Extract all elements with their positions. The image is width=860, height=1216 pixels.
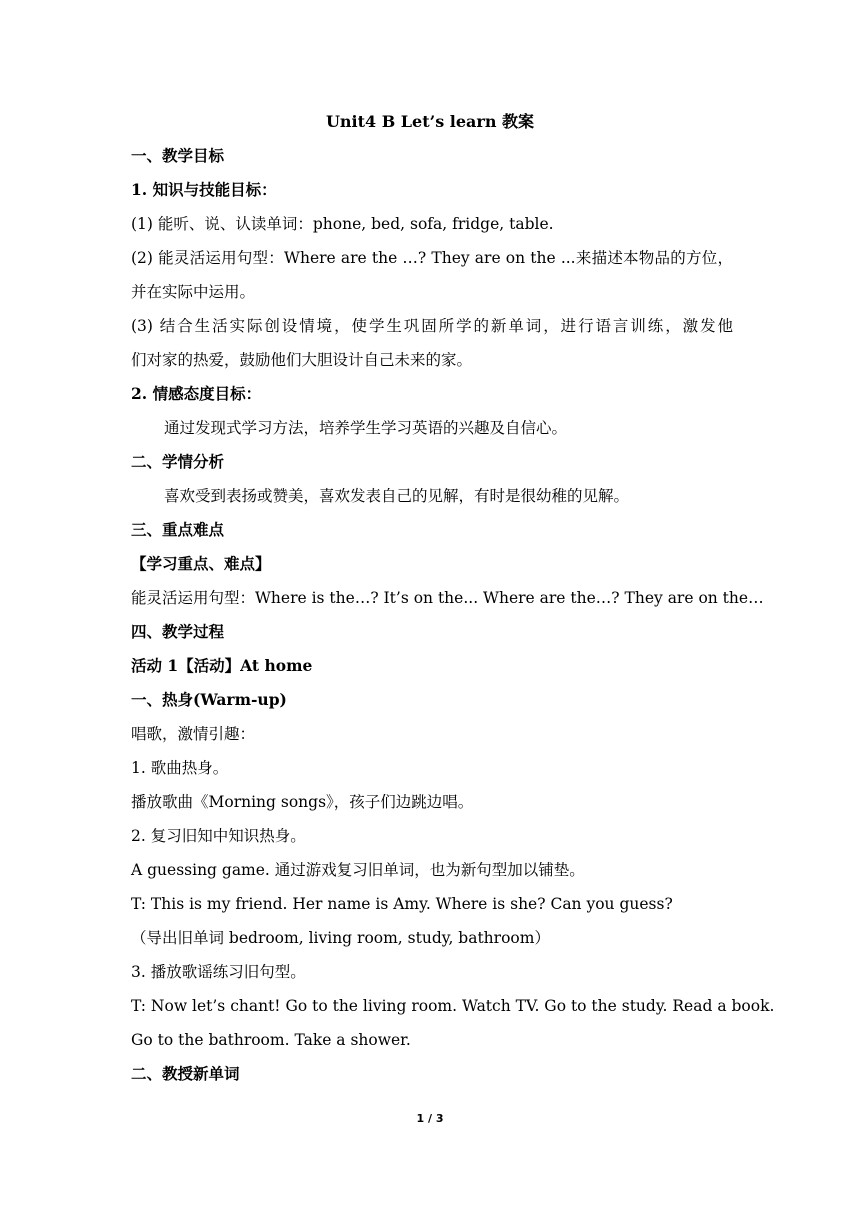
text-line: (1) 能听、说、认读单词：phone, bed, sofa, fridge, table. (131, 215, 554, 233)
text-line: 1. 歌曲热身。 (131, 759, 229, 777)
section-heading-key-points: 三、重点难点 (131, 520, 225, 539)
section-heading-process: 四、教学过程 (131, 622, 225, 641)
text-line: A guessing game. 通过游戏复习旧单词，也为新句型加以铺垫。 (131, 861, 585, 879)
text-line: 3. 播放歌谣练习旧句型。 (131, 963, 306, 981)
text-line: 2. 复习旧知中知识热身。 (131, 827, 306, 845)
text-line: Go to the bathroom. Take a shower. (131, 1031, 411, 1049)
section-heading-objectives: 一、教学目标 (131, 146, 225, 165)
text-line: (3) 结合生活实际创设情境，使学生巩固所学的新单词，进行语言训练，激发他 (131, 317, 733, 335)
section-heading-analysis: 二、学情分析 (131, 452, 225, 471)
text-line: （导出旧单词 bedroom, living room, study, bathroom） (131, 929, 550, 947)
subheading-new-words: 二、教授新单词 (131, 1064, 240, 1083)
text-line: 唱歌，激情引趣： (131, 725, 256, 743)
page-number: 1 / 3 (416, 1112, 444, 1125)
activity-heading: 活动 1【活动】At home (131, 656, 313, 675)
text-line: T: This is my friend. Her name is Amy. Where is she? Can you guess? (131, 895, 673, 913)
subheading-attitude: 2. 情感态度目标： (131, 384, 262, 403)
text-line: 们对家的热爱，鼓励他们大胆设计自己未来的家。 (131, 351, 473, 369)
subheading-knowledge-skills: 1. 知识与技能目标： (131, 180, 277, 199)
text-line: (2) 能灵活运用句型：Where are the …? They are on the ...来描述本物品的方位， (131, 249, 733, 267)
text-line: 能灵活运用句型：Where is the…? It’s on the... Where are the…? They are on the… (131, 589, 764, 607)
subheading-key-difficult: 【学习重点、难点】 (131, 554, 271, 573)
text-line: 通过发现式学习方法，培养学生学习英语的兴趣及自信心。 (164, 419, 568, 437)
text-line: 播放歌曲《Morning songs》，孩子们边跳边唱。 (131, 793, 474, 811)
text-line: 并在实际中运用。 (131, 283, 256, 301)
document-title: Unit4 B Let’s learn 教案 (325, 112, 535, 131)
subheading-warm-up: 一、热身(Warm-up) (131, 690, 287, 709)
text-line: T: Now let’s chant! Go to the living room. Watch TV. Go to the study. Read a book. (131, 997, 775, 1015)
text-line: 喜欢受到表扬或赞美，喜欢发表自己的见解，有时是很幼稚的见解。 (164, 487, 630, 505)
